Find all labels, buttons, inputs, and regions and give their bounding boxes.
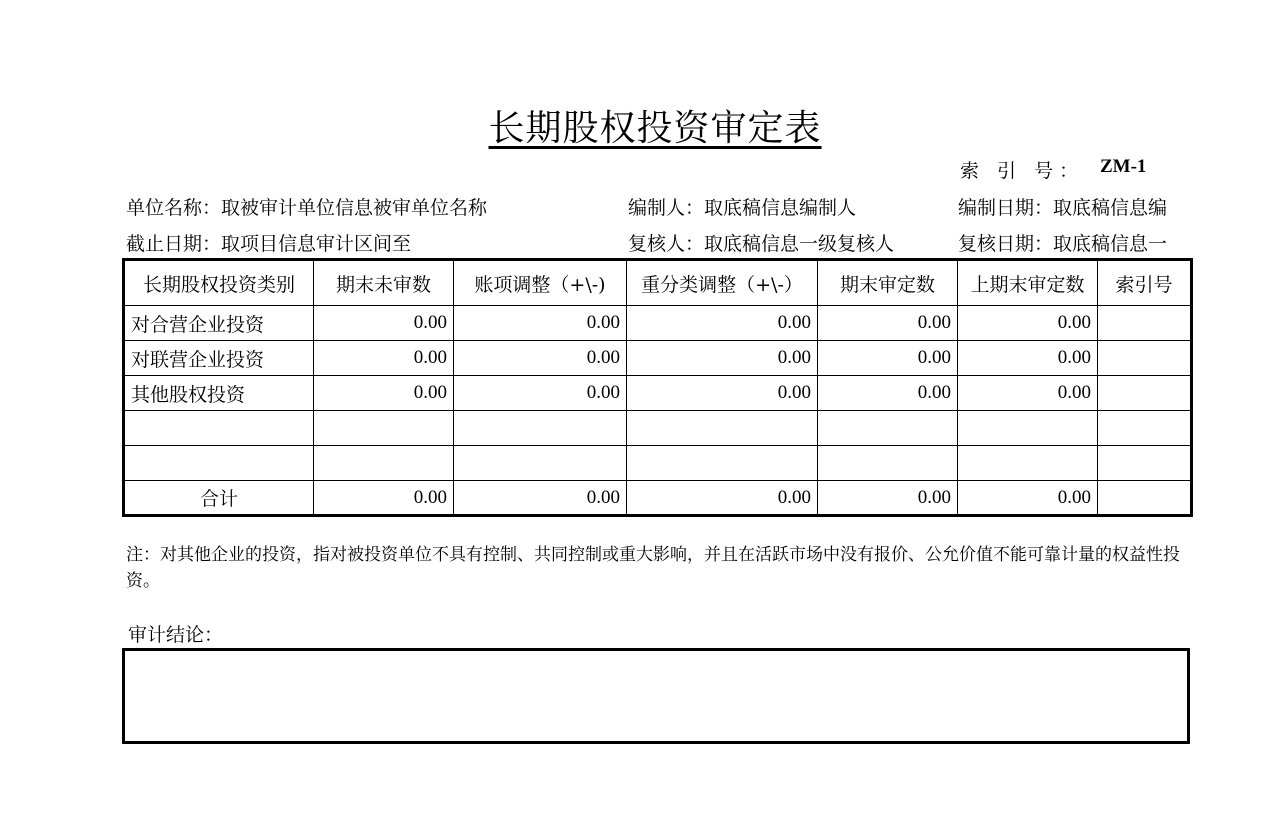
cell-index: [1098, 376, 1192, 411]
cell-value: 0.00: [818, 341, 958, 376]
reviewer: 复核人：取底稿信息一级复核人: [628, 233, 895, 255]
cell-value: 0.00: [627, 306, 818, 341]
header-audited: 期末审定数: [818, 260, 958, 306]
total-row: [124, 481, 1192, 516]
header-category: 长期股权投资类别: [124, 260, 314, 306]
cell-value: [818, 411, 958, 446]
index-label: 索 引 号：: [960, 160, 1085, 182]
footnote: 注：对其他企业的投资，指对被投资单位不具有控制、共同控制或重大影响，并且在活跃市场中没有报价、公允价值不能可靠计量的权益性投资。: [126, 545, 1180, 591]
total-value: 0.00: [958, 481, 1098, 516]
table-row: [124, 376, 1192, 411]
total-value: 0.00: [818, 481, 958, 516]
header-unaudited: 期末未审数: [314, 260, 454, 306]
table-row: [124, 411, 1192, 446]
total-value: 0.00: [314, 481, 454, 516]
table-row: [124, 306, 1192, 341]
total-value: 0.00: [454, 481, 627, 516]
cell-value: 0.00: [314, 306, 454, 341]
cell-value: [454, 446, 627, 481]
cell-value: 0.00: [958, 376, 1098, 411]
cell-value: 0.00: [818, 376, 958, 411]
prepared-date: 编制日期：取底稿信息编: [958, 197, 1168, 219]
header-prior-audited: 上期末审定数: [958, 260, 1098, 306]
total-label: 合计: [124, 481, 314, 516]
cell-index: [1098, 411, 1192, 446]
cell-value: [454, 411, 627, 446]
table-row: [124, 446, 1192, 481]
cell-value: [627, 446, 818, 481]
cell-category: [124, 446, 314, 481]
conclusion-label: 审计结论：: [128, 624, 224, 646]
table-row: [124, 341, 1192, 376]
cell-category: 其他股权投资: [124, 376, 314, 411]
review-date: 复核日期：取底稿信息一: [958, 233, 1168, 255]
page-title: 长期股权投资审定表: [488, 108, 822, 149]
header-index: 索引号: [1098, 260, 1192, 306]
total-index: [1098, 481, 1192, 516]
preparer: 编制人：取底稿信息编制人: [628, 197, 857, 219]
audit-table: [122, 258, 1193, 517]
conclusion-box[interactable]: [122, 648, 1190, 744]
header-reclassification: 重分类调整（+\-）: [627, 260, 818, 306]
cell-index: [1098, 306, 1192, 341]
unit-name: 单位名称：取被审计单位信息被审单位名称: [126, 197, 488, 219]
cell-index: [1098, 446, 1192, 481]
cell-value: 0.00: [314, 376, 454, 411]
cell-index: [1098, 341, 1192, 376]
cell-value: [314, 411, 454, 446]
cell-value: 0.00: [627, 376, 818, 411]
total-value: 0.00: [627, 481, 818, 516]
cell-category: 对联营企业投资: [124, 341, 314, 376]
cell-value: [314, 446, 454, 481]
cell-value: 0.00: [314, 341, 454, 376]
index-value: ZM-1: [1100, 156, 1147, 177]
cell-value: [818, 446, 958, 481]
cell-value: 0.00: [627, 341, 818, 376]
table-header-row: [124, 260, 1192, 306]
cell-value: 0.00: [818, 306, 958, 341]
cell-category: 对合营企业投资: [124, 306, 314, 341]
cell-value: [958, 446, 1098, 481]
cell-value: 0.00: [958, 306, 1098, 341]
cell-value: [627, 411, 818, 446]
cutoff-date: 截止日期：取项目信息审计区间至: [126, 233, 412, 255]
cell-value: [958, 411, 1098, 446]
cell-value: 0.00: [454, 341, 627, 376]
cell-value: 0.00: [958, 341, 1098, 376]
cell-category: [124, 411, 314, 446]
cell-value: 0.00: [454, 376, 627, 411]
header-adjustment: 账项调整（+\-): [454, 260, 627, 306]
cell-value: 0.00: [454, 306, 627, 341]
